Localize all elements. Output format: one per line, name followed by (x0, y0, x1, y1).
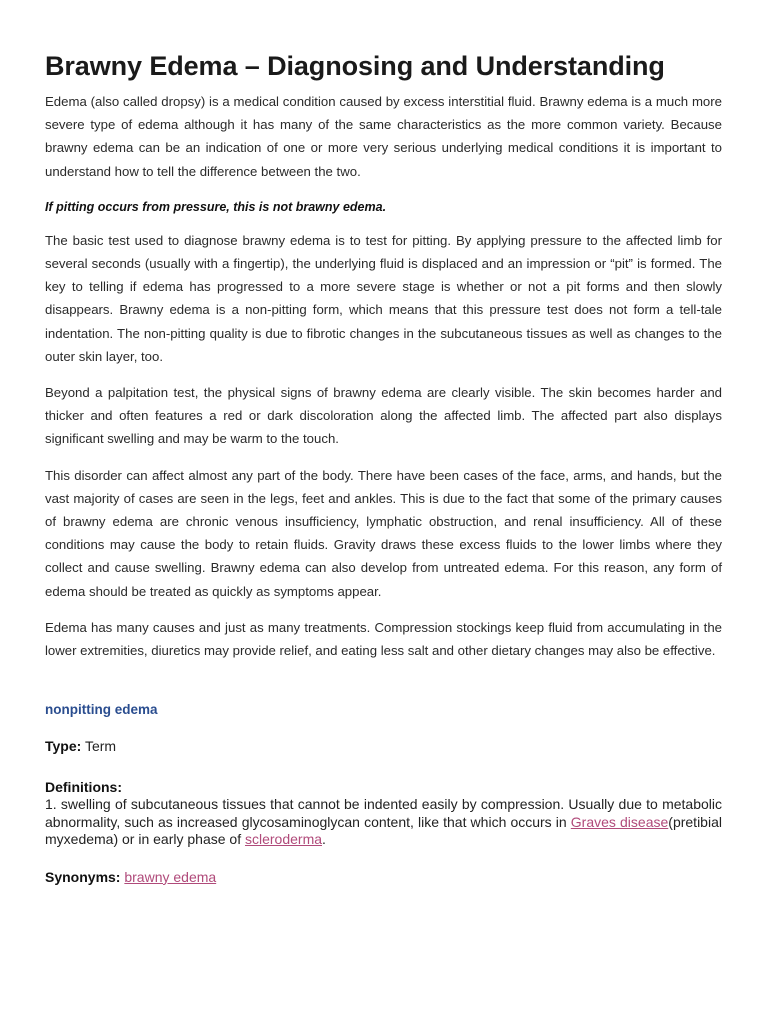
paragraph-physical-signs: Beyond a palpitation test, the physical signs of brawny edema are clearly visible. The skin becomes harder and thicker and often features a red or dark discoloration along the affected limb. The affected part also displays significant swelling and may be warm to the touch. (45, 385, 722, 447)
graves-disease-link[interactable]: Graves disease (570, 813, 669, 830)
term-type (45, 736, 722, 756)
paragraph-affected-areas: This disorder can affect almost any part of the body. There have been cases of the face, arms, and hands, but the vast majority of cases are seen in the legs, feet and ankles. This is due to the fact that some of the primary causes of brawny edema are chronic venous insufficiency, lymphatic obstruction, and renal insufficiency. All of these conditions may cause the body to retain fluids. Gravity draws these excess fluids to the lower limbs where they collect and cause swelling. Brawny edema can also develop from untreated edema. For this reason, any form of edema should be treated as quickly as symptoms appear. (45, 467, 722, 599)
definitions-label: Definitions: (45, 779, 122, 796)
term-heading: nonpitting edema (45, 702, 158, 718)
definition-part-2: (pretibial myxedema) or in early phase of (45, 813, 722, 848)
lead-statement: If pitting occurs from pressure, this is not brawny edema. (45, 199, 387, 214)
synonyms-label: Synonyms: (45, 868, 121, 885)
intro-paragraph: Edema (also called dropsy) is a medical condition caused by excess interstitial fluid. Brawny edema is a much more severe type of edema although it has many of the same characteristics as the more common variety. Because brawny edema can be an indication of one or more very serious underlying medical conditions it is important to understand how to tell the difference between the two. (45, 94, 722, 179)
paragraph-pitting-test: The basic test used to diagnose brawny edema is to test for pitting. By applying pressure to the affected limb for several seconds (usually with a fingertip), the underlying fluid is displaced and an impression or “pit” is formed. The key to telling if edema has progressed to a more severe stage is whether or not a pit forms and then slowly disappears. Brawny edema is a non-pitting form, which means that this pressure test does not form a tell-tale indentation. The non-pitting quality is due to fibrotic changes in the subcutaneous tissues as well as changes to the outer skin layer, too. (45, 232, 722, 364)
paragraph-treatments: Edema has many causes and just as many treatments. Compression stockings keep fluid from accumulating in the lower extremities, diuretics may provide relief, and eating less salt and other dietary changes may also be effective. (45, 619, 722, 659)
scleroderma-link[interactable]: scleroderma (244, 831, 323, 848)
definition-part-3: . (322, 831, 326, 848)
page-title: Brawny Edema – Diagnosing and Understanding (45, 51, 665, 81)
type-value: Term (84, 738, 117, 755)
document-page (45, 48, 722, 887)
type-label: Type: (45, 738, 82, 755)
brawny-edema-synonym-link[interactable]: brawny edema (124, 868, 217, 885)
synonyms-line (45, 867, 722, 887)
definition-part-1: 1. swelling of subcutaneous tissues that cannot be indented easily by compression. Usually due to metabolic abnormality, such as increased glycosaminoglycan content, like that which occurs in (45, 796, 722, 830)
definition-text (45, 796, 722, 849)
